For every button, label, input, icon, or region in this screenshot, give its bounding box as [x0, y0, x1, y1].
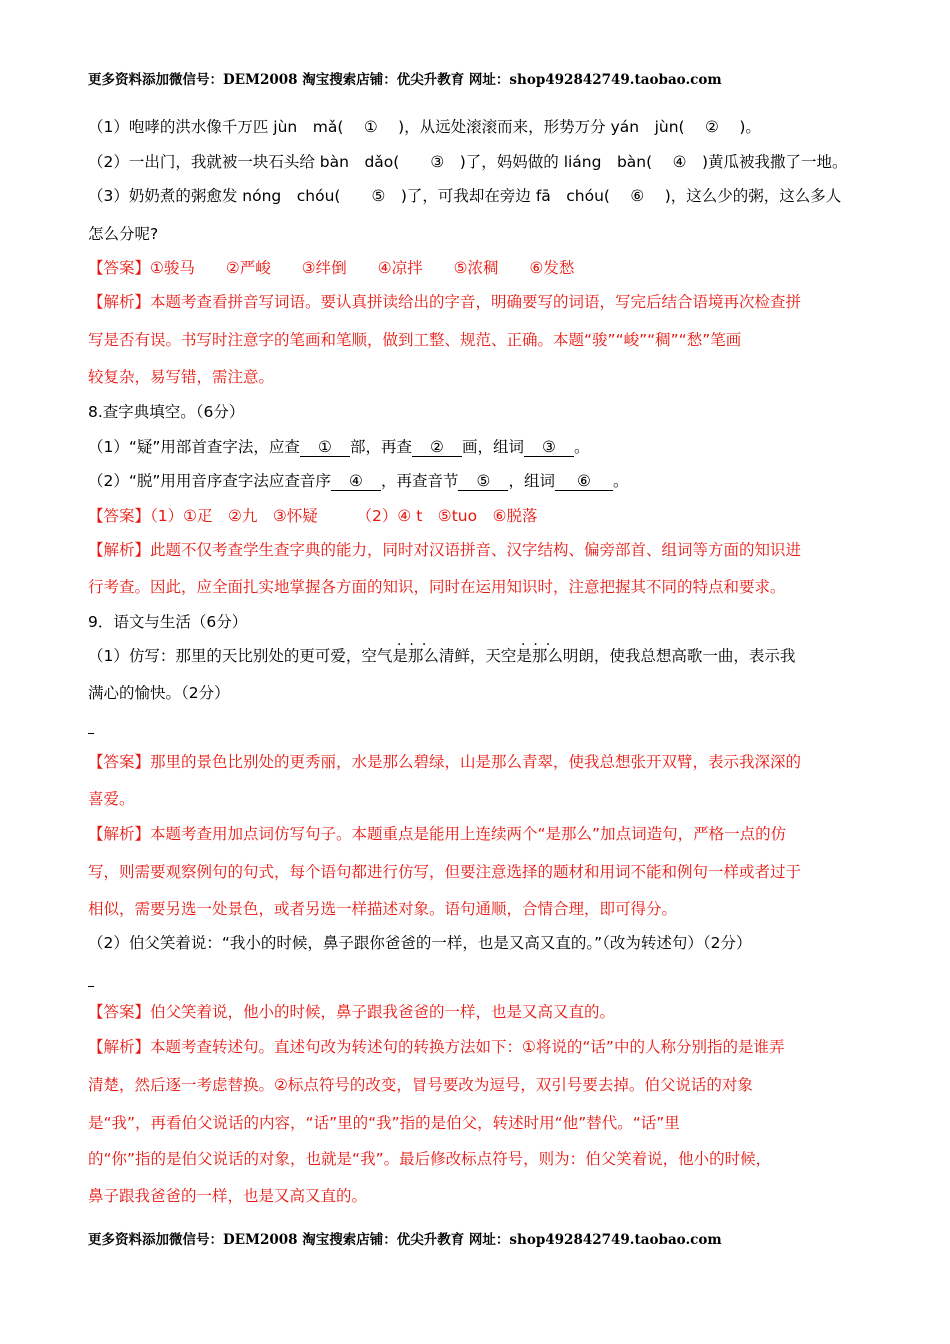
q8-blank-4: ④ — [331, 472, 381, 491]
q9-p1-text-b: 清鲜，天空 — [438, 647, 517, 665]
q7-line-1: （1）咆哮的洪水像千万匹 jùn mǎ( ① )，从远处滚滚而来，形势万分 yán jùn( ② )。 — [88, 118, 761, 136]
q9-p1-dotted-2: 是那么 ··· — [516, 647, 563, 665]
q8-line-2 — [88, 471, 628, 491]
q8-blank-1: ① — [300, 438, 350, 457]
q7-line-3: （3）奶奶煮的粥愈发 nóng chóu( ⑤ )了，可我却在旁边 fā chóu( ⑥ )，这么少的粥，这么多人 — [88, 187, 842, 205]
q9-analysis-1-line-1: 【解析】本题考查用加点词仿写句子。本题重点是能用上连续两个“是那么”加点词造句，严格一点的仿 — [88, 825, 787, 843]
q9-prompt-2: （2）伯父笑着说：“我小的时候，鼻子跟你爸爸的一样，也是又高又直的。”（改为转述句）（2分） — [88, 934, 752, 952]
q7-answer: 【答案】①骏马 ②严峻 ③绊倒 ④凉拌 ⑤浓稠 ⑥发愁 — [88, 259, 575, 277]
q8-l2-text-d: 。 — [612, 472, 629, 490]
q9-analysis-1-line-3: 相似，需要另选一处景色，或者另选一样描述对象。语句通顺，合情合理，即可得分。 — [88, 900, 678, 918]
q9-p1-text-a: （1）仿写：那里的天比别处的更可爱，空气 — [88, 647, 393, 665]
q8-analysis-2: 行考查。因此，应全面扎实地掌握各方面的知识，同时在运用知识时，注意把握其不同的特点和要求。 — [88, 578, 786, 596]
q9-answer-line-1 — [88, 733, 94, 734]
q9-analysis-2-line-1: 【解析】本题考查转述句。直述句改为转述句的转换方法如下：①将说的“话”中的人称分别指的是谁弄 — [88, 1038, 785, 1056]
q7-analysis-2: 写是否有误。书写时注意字的笔画和笔顺，做到工整、规范、正确。本题“骏”“峻”“稠”“愁”笔画 — [88, 331, 742, 349]
q9-p1-text-c: 明朗，使我总想高歌一曲，表示我 — [562, 647, 796, 665]
q8-title: 8.查字典填空。（6分） — [88, 403, 245, 421]
q8-analysis-1: 【解析】此题不仅考查学生查字典的能力，同时对汉语拼音、汉字结构、偏旁部首、组词等方面的知识进 — [88, 541, 802, 559]
page-header: 更多资料添加微信号：DEM2008 淘宝搜索店铺：优尖升教育 网址：shop492842749.taobao.com — [88, 72, 722, 88]
q8-blank-2: ② — [412, 438, 462, 457]
q8-answer: 【答案】（1）①疋 ②九 ③怀疑 （2）④ t ⑤tuo ⑥脱落 — [88, 507, 538, 525]
q9-answer-1-line-1: 【答案】那里的景色比别处的更秀丽，水是那么碧绿，山是那么青翠，使我总想张开双臂，表示我深深的 — [88, 753, 802, 771]
q9-analysis-2-line-4: 的“你”指的是伯父说话的对象，也就是“我”。最后修改标点符号，则为：伯父笑着说，他小的时候， — [88, 1150, 772, 1168]
q8-blank-5: ⑤ — [458, 472, 508, 491]
q8-l2-text-b: ，再查音节 — [380, 472, 459, 490]
q9-analysis-2-line-3: 是“我”，再看伯父说话的内容，“话”里的“我”指的是伯父，转述时用“他”替代。“话”里 — [88, 1114, 680, 1132]
q9-prompt-1 — [88, 646, 795, 666]
q7-line-2: （2）一出门，我就被一块石头给 bàn dǎo( ③ )了，妈妈做的 liáng bàn( ④ )黄瓜被我撒了一地。 — [88, 153, 848, 171]
q8-l2-text-c: ，组词 — [508, 472, 555, 490]
q8-l1-text-a: （1）“疑”用部首查字法，应查 — [88, 438, 300, 456]
page-footer: 更多资料添加微信号：DEM2008 淘宝搜索店铺：优尖升教育 网址：shop492842749.taobao.com — [88, 1232, 722, 1248]
q7-line-4: 怎么分呢? — [88, 225, 159, 243]
q7-analysis-1: 【解析】本题考查看拼音写词语。要认真拼读给出的字音，明确要写的词语，写完后结合语境再次检查拼 — [88, 293, 802, 311]
q9-analysis-2-line-5: 鼻子跟我爸爸的一样，也是又高又直的。 — [88, 1187, 368, 1205]
q9-analysis-1-line-2: 写，则需要观察例句的句式，每个语句都进行仿写，但要注意选择的题材和用词不能和例句一样或者过于 — [88, 863, 802, 881]
q8-l1-text-d: 。 — [573, 438, 590, 456]
q8-l1-text-b: 部，再查 — [349, 438, 412, 456]
q9-answer-1-line-2: 喜爱。 — [88, 790, 135, 808]
q8-l1-text-c: 画，组词 — [461, 438, 524, 456]
q9-title: 9．语文与生活（6分） — [88, 613, 248, 631]
q8-blank-6: ⑥ — [555, 472, 613, 491]
q8-line-1 — [88, 437, 589, 457]
q9-answer-line-2 — [88, 986, 94, 987]
q8-l2-text-a: （2）“脱”用用音序查字法应查音序 — [88, 472, 331, 490]
q9-prompt-1-line-2: 满心的愉快。（2分） — [88, 684, 230, 702]
q9-p1-dotted-1: 是那么 ··· — [392, 647, 439, 665]
q9-answer-2: 【答案】伯父笑着说，他小的时候，鼻子跟我爸爸的一样，也是又高又直的。 — [88, 1003, 616, 1021]
q9-analysis-2-line-2: 清楚，然后逐一考虑替换。②标点符号的改变，冒号要改为逗号，双引号要去掉。伯父说话的对象 — [88, 1076, 753, 1094]
q8-blank-3: ③ — [524, 438, 574, 457]
q7-analysis-3: 较复杂，易写错，需注意。 — [88, 368, 275, 386]
